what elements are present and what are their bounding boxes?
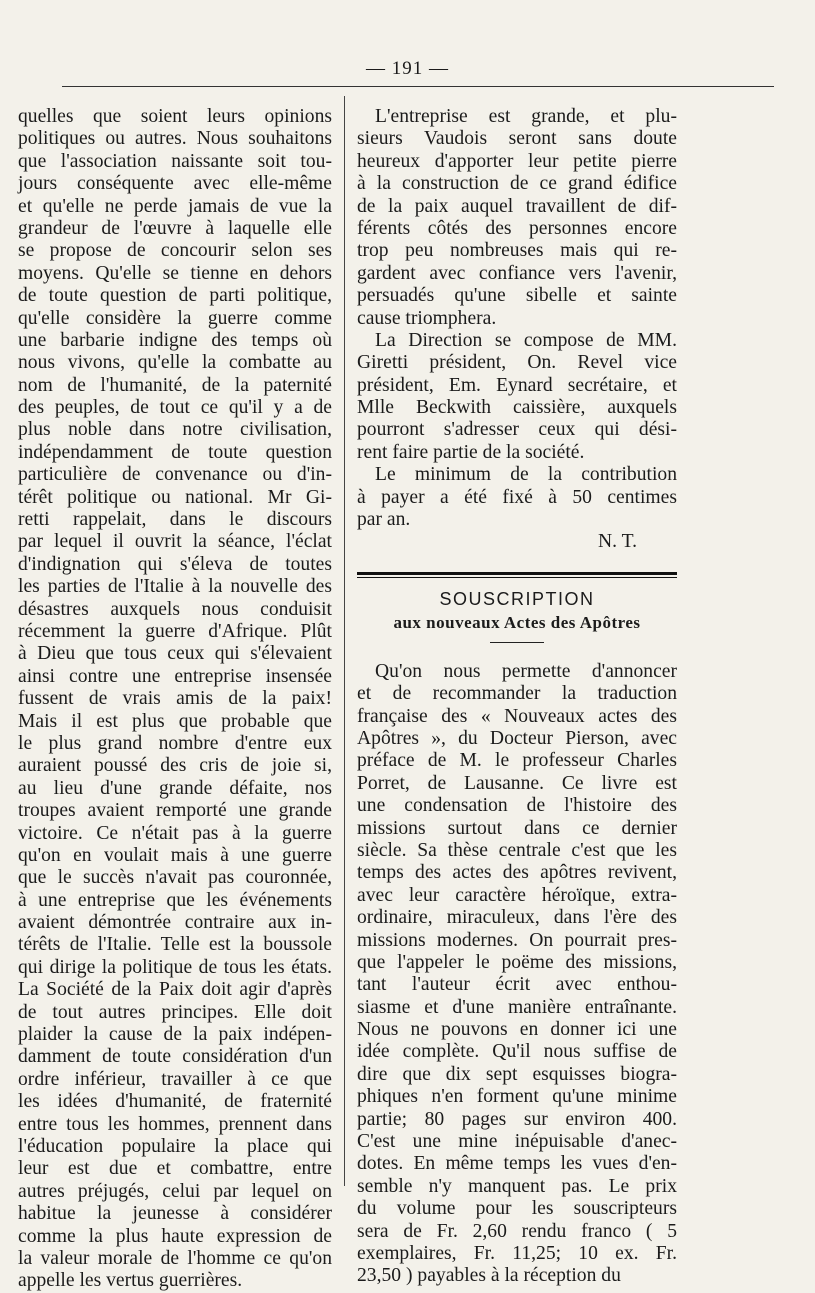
text-line: grandeur de l'œuvre à laquelle elle	[18, 217, 332, 239]
text-line: française des « Nouveaux actes des	[357, 705, 677, 727]
text-line: missions surtout dans ce dernier	[357, 817, 677, 839]
text-line: qui dirige la politique de tous les états.	[18, 956, 332, 978]
text-line: Porret, de Lausanne. Ce livre est	[357, 772, 677, 794]
text-line: de la paix auquel travaillent de dif-	[357, 195, 677, 217]
text-line: victoire. Ce n'était pas à la guerre	[18, 822, 332, 844]
text-line: que l'association naissante soit tou-	[18, 150, 332, 172]
text-line: quelles que soient leurs opinions	[18, 106, 332, 127]
text-line: Nous ne pouvons en donner ici une	[357, 1019, 677, 1041]
text-line: qu'on en voulait mais à une guerre	[18, 844, 332, 866]
text-line: ordre inférieur, travailler à ce que	[18, 1068, 332, 1090]
text-line: trop peu nombreuses mais qui re-	[357, 240, 677, 262]
text-line: persuadés qu'une sibelle et sainte	[357, 285, 677, 307]
text-line: que le succès n'avait pas couronnée,	[18, 867, 332, 889]
text-line: plaider la cause de la paix indépen-	[18, 1024, 332, 1046]
text-line: président, Em. Eynard secrétaire, et	[357, 374, 677, 396]
left-column	[18, 106, 332, 1293]
text-line: leur est due et combattre, entre	[18, 1158, 332, 1180]
section-title: SOUSCRIPTION	[439, 588, 595, 609]
text-line: gardent avec confiance vers l'avenir,	[357, 262, 677, 284]
text-line: térêt politique ou national. Mr Gi-	[18, 486, 332, 508]
text-line: et de recommander la traduction	[357, 683, 677, 705]
text-line: nous vivons, qu'elle la combatte au	[18, 352, 332, 374]
text-line: d'indignation qui s'éleva de toutes	[18, 553, 332, 575]
text-line: récemment la guerre d'Afrique. Plût	[18, 620, 332, 642]
right-column	[357, 106, 677, 1288]
text-line: Apôtres », du Docteur Pierson, avec	[357, 727, 677, 749]
text-line: siècle. Sa thèse centrale c'est que les	[357, 839, 677, 861]
text-line: férents côtés des personnes encore	[357, 217, 677, 239]
text-line: préface de M. le professeur Charles	[357, 750, 677, 772]
text-line: dotes. En même temps les vues d'en-	[357, 1153, 677, 1175]
text-line: de toute question de parti politique,	[18, 285, 332, 307]
text-line: habitue la jeunesse à considérer	[18, 1203, 332, 1225]
text-line: siasme et d'une manière entraînante.	[357, 996, 677, 1018]
text-line: nom de l'humanité, de la paternité	[18, 374, 332, 396]
text-line: heureux d'apporter leur petite pierre	[357, 150, 677, 172]
header-rule	[62, 86, 774, 87]
text-line: à payer a été fixé à 50 centimes	[357, 486, 677, 508]
text-line: appelle les vertus guerrières.	[18, 1270, 243, 1292]
text-line: entre tous les hommes, prennent dans	[18, 1113, 332, 1135]
text-line: à une entreprise que les événements	[18, 889, 332, 911]
text-line: sieurs Vaudois seront sans doute	[357, 128, 677, 150]
text-line: plus noble dans notre civilisation,	[18, 419, 332, 441]
text-line: semble n'y manquent pas. Le prix	[357, 1175, 677, 1197]
page-number: — 191 —	[366, 58, 449, 79]
text-line: jours conséquente avec elle-même	[18, 173, 332, 195]
text-line: rent faire partie de la société.	[357, 441, 585, 463]
text-line: auraient poussé des cris de joie si,	[18, 755, 332, 777]
text-line: des peuples, de tout ce qu'il y a de	[18, 397, 332, 419]
text-line: désastres auxquels nous conduisit	[18, 598, 332, 620]
right-column-bottom-text	[357, 661, 677, 1288]
text-line: Le minimum de la contribution	[375, 464, 677, 486]
section-subtitle: aux nouveaux Actes des Apôtres	[393, 612, 641, 632]
section-rule-thin	[357, 577, 677, 578]
text-line: l'éducation populaire la place qui	[18, 1135, 332, 1157]
text-line: Mais il est plus que probable que	[18, 710, 332, 732]
text-line: politiques ou autres. Nous souhaitons	[18, 128, 332, 150]
text-line: avec leur caractère héroïque, extra-	[357, 884, 677, 906]
text-line: que l'appeler le poëme des missions,	[357, 951, 677, 973]
right-column-top-text	[357, 106, 677, 531]
text-line: et qu'elle ne perde jamais de vue la	[18, 195, 332, 217]
decorative-flourish	[490, 642, 544, 643]
text-line: térêts de l'Italie. Telle est la boussole	[18, 934, 332, 956]
text-line: 23,50 ) payables à la réception du	[357, 1265, 621, 1287]
text-line: avaient démontrée contraire aux in-	[18, 912, 332, 934]
text-line: comme la plus haute expression de	[18, 1225, 332, 1247]
text-line: pourront s'adresser ceux qui dési-	[357, 419, 677, 441]
text-line: indépendamment de toute question	[18, 441, 332, 463]
text-line: fussent de vrais amis de la paix!	[18, 688, 332, 710]
text-line: dire que dix sept esquisses biogra-	[357, 1063, 677, 1085]
text-line: moyens. Qu'elle se tienne en dehors	[18, 262, 332, 284]
text-line: sera de Fr. 2,60 rendu franco ( 5	[357, 1220, 677, 1242]
text-line: La Société de la Paix doit agir d'après	[18, 979, 332, 1001]
text-line: phiques n'en forment qu'une minime	[357, 1086, 677, 1108]
text-line: du volume pour les souscripteurs	[357, 1198, 677, 1220]
text-line: une barbarie indigne des temps où	[18, 329, 332, 351]
text-line: temps des actes des apôtres revivent,	[357, 862, 677, 884]
text-line: cause triomphera.	[357, 307, 497, 329]
text-line: C'est une mine inépuisable d'anec-	[357, 1131, 677, 1153]
text-line: Giretti président, On. Revel vice	[357, 352, 677, 374]
text-line: une condensation de l'histoire des	[357, 795, 677, 817]
text-line: de tout autres principes. Elle doit	[18, 1001, 332, 1023]
text-line: L'entreprise est grande, et plu-	[375, 106, 677, 127]
text-line: par an.	[357, 509, 411, 531]
text-line: à la construction de ce grand édifice	[357, 173, 677, 195]
text-line: à Dieu que tous ceux qui s'élevaient	[18, 643, 332, 665]
text-line: qu'elle considère la guerre comme	[18, 307, 332, 329]
text-line: exemplaires, Fr. 11,25; 10 ex. Fr.	[357, 1242, 677, 1264]
text-line: La Direction se compose de MM.	[375, 329, 677, 351]
text-line: tant l'auteur écrit avec enthou-	[357, 974, 677, 996]
text-line: la valeur morale de l'homme ce qu'on	[18, 1247, 332, 1269]
text-line: le plus grand nombre d'entre eux	[18, 732, 332, 754]
text-line: troupes avaient remporté une grande	[18, 800, 332, 822]
text-line: les idées d'humanité, de fraternité	[18, 1091, 332, 1113]
text-line: damment de toute considération d'un	[18, 1046, 332, 1068]
text-line: retti rappelait, dans le discours	[18, 509, 332, 531]
text-line: ordinaire, miraculeux, dans l'ère des	[357, 907, 677, 929]
text-line: partie; 80 pages sur environ 400.	[357, 1108, 677, 1130]
text-line: au lieu d'une grande défaite, nos	[18, 777, 332, 799]
text-line: par lequel il ouvrit la séance, l'éclat	[18, 531, 332, 553]
section-rule-thick	[357, 572, 677, 575]
text-line: se propose de concourir selon ses	[18, 240, 332, 262]
text-line: Mlle Beckwith caissière, auxquels	[357, 397, 677, 419]
text-line: particulière de convenance ou d'in-	[18, 464, 332, 486]
text-line: les parties de l'Italie à la nouvelle des	[18, 576, 332, 598]
text-line: autres préjugés, celui par lequel on	[18, 1180, 332, 1202]
signature: N. T.	[597, 531, 637, 553]
text-line: idée complète. Qu'il nous suffise de	[357, 1041, 677, 1063]
column-divider	[344, 96, 345, 1186]
text-line: ainsi contre une entreprise insensée	[18, 665, 332, 687]
text-line: missions modernes. On pourrait pres-	[357, 929, 677, 951]
text-line: Qu'on nous permette d'annoncer	[375, 660, 677, 682]
